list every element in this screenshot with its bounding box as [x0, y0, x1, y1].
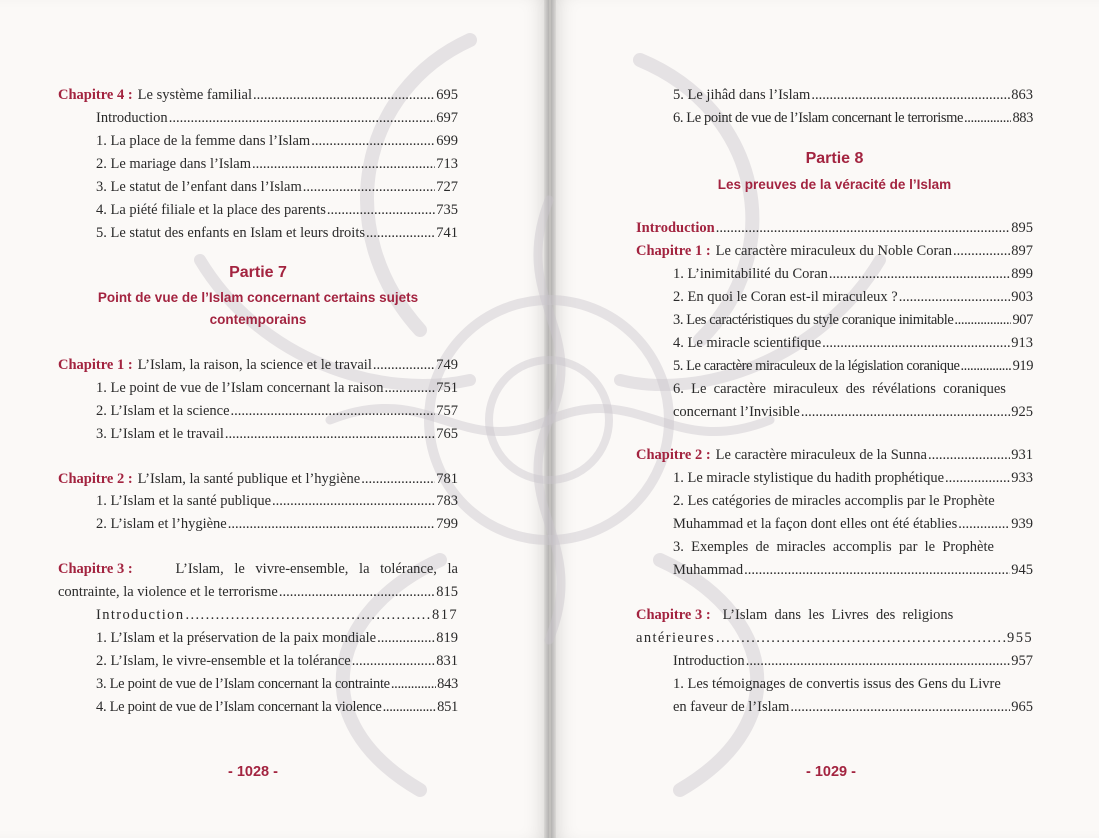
- entry-title: 3. L’Islam et le travail: [96, 426, 224, 442]
- leader-dots: [958, 515, 1010, 533]
- chapter-title: Le système familial: [137, 87, 253, 103]
- toc-entry[interactable]: [96, 379, 458, 397]
- leader-dots: [228, 515, 436, 533]
- entry-title: 2. En quoi le Coran est-il miraculeux ?: [673, 289, 898, 305]
- page-number: 957: [1011, 653, 1033, 669]
- entry-title: 1. Le miracle stylistique du hadith prophétique: [673, 470, 945, 486]
- entry-title: 6. Le point de vue de l’Islam concernant le terrorisme: [673, 110, 964, 126]
- chapter-label: Chapitre 2 :: [636, 447, 711, 463]
- toc-entry-2-line2[interactable]: [673, 515, 1033, 533]
- page-number: 907: [1012, 312, 1033, 328]
- leader-dots: [746, 652, 1011, 670]
- chapter-label: Chapitre 3 :: [58, 561, 133, 577]
- toc-entry[interactable]: [673, 86, 1033, 104]
- page-number: 695: [436, 87, 458, 103]
- entry-title: 3. Le point de vue de l’Islam concernant la contrainte: [96, 676, 390, 692]
- leader-dots: [383, 698, 437, 716]
- toc-entry[interactable]: [673, 109, 1033, 127]
- toc-entry[interactable]: [96, 132, 458, 150]
- toc-entry-3-line1[interactable]: 3. Exemples de miracles accomplis par le Prophète: [673, 539, 994, 555]
- toc-entry[interactable]: [96, 652, 458, 670]
- toc-entry[interactable]: [673, 357, 1033, 375]
- toc-entry[interactable]: [96, 492, 458, 510]
- page-number: 955: [1007, 630, 1033, 646]
- chapter-title: L’Islam, la raison, la science et le travail: [137, 357, 372, 373]
- leader-dots: [899, 288, 1011, 306]
- leader-dots: [384, 379, 435, 397]
- toc-entry[interactable]: [96, 109, 458, 127]
- leader-dots: [716, 219, 1011, 237]
- page-number: 817: [432, 607, 458, 623]
- toc-entry[interactable]: [96, 515, 458, 533]
- page-number: 697: [436, 110, 458, 126]
- toc-entry[interactable]: [96, 155, 458, 173]
- toc-chapter-2[interactable]: [636, 446, 1033, 464]
- page-number: 899: [1011, 266, 1033, 282]
- page-number: 699: [436, 133, 458, 149]
- toc-entry-3-line2[interactable]: [673, 561, 1033, 579]
- page-number: 799: [436, 516, 458, 532]
- leader-dots: [252, 155, 435, 173]
- entry-title: 1. L’Islam et la santé publique: [96, 493, 272, 509]
- entry-title: 4. Le point de vue de l’Islam concernant la violence: [96, 699, 382, 715]
- page-number-right: - 1029 -: [806, 764, 856, 780]
- entry-title: 1. Le point de vue de l’Islam concernant la raison: [96, 380, 384, 396]
- leader-dots: [327, 201, 435, 219]
- leader-dots: [716, 629, 1006, 647]
- leader-dots: [253, 86, 435, 104]
- page-number: 713: [436, 156, 458, 172]
- chapter-label: Chapitre 2 :: [58, 471, 133, 487]
- page-number: 843: [437, 676, 458, 692]
- chapter-title: L’Islam, le vivre-ensemble, la tolérance, la: [175, 561, 458, 577]
- page-number: 741: [436, 225, 458, 241]
- entry-title-continued: concernant l’Invisible: [673, 404, 800, 420]
- leader-dots: [801, 403, 1010, 421]
- leader-dots: [311, 132, 435, 150]
- entry-title: Introduction: [96, 607, 185, 623]
- leader-dots: [744, 561, 1010, 579]
- page-number: 757: [436, 403, 458, 419]
- page-number: 765: [436, 426, 458, 442]
- toc-entry[interactable]: [673, 469, 1033, 487]
- page-number: 815: [436, 584, 458, 600]
- page-number: 727: [436, 179, 458, 195]
- toc-entry[interactable]: [673, 652, 1033, 670]
- page-number: 897: [1011, 243, 1033, 259]
- leader-dots: [953, 242, 1010, 260]
- entry-title: 3. Le statut de l’enfant dans l’Islam: [96, 179, 302, 195]
- page-number-left: - 1028 -: [228, 764, 278, 780]
- leader-dots: [391, 675, 436, 693]
- entry-title: 2. L’Islam et la science: [96, 403, 230, 419]
- toc-entry[interactable]: [673, 334, 1033, 352]
- part-7-subtitle-line1: Point de vue de l’Islam concernant certains sujets: [97, 290, 419, 305]
- toc-chapter-1[interactable]: [58, 356, 458, 374]
- leader-dots: [373, 356, 435, 374]
- leader-dots: [954, 311, 1011, 329]
- entry-title: 1. L’inimitabilité du Coran: [673, 266, 828, 282]
- leader-dots: [961, 357, 1012, 375]
- toc-entry[interactable]: [96, 224, 458, 242]
- toc-entry-6-line2[interactable]: [673, 403, 1033, 421]
- leader-dots: [822, 334, 1010, 352]
- entry-title: Introduction: [673, 653, 745, 669]
- page-number: 925: [1011, 404, 1033, 420]
- page-number: 883: [1012, 110, 1033, 126]
- toc-chapter-1[interactable]: [636, 242, 1033, 260]
- entry-title: 2. L’islam et l’hygiène: [96, 516, 227, 532]
- page-number: 751: [436, 380, 458, 396]
- entry-title: 2. Le mariage dans l’Islam: [96, 156, 252, 172]
- leader-dots: [231, 402, 436, 420]
- leader-dots: [303, 178, 435, 196]
- toc-entry-2-line1[interactable]: 2. Les catégories de miracles accomplis par le Prophète: [673, 493, 995, 509]
- page-number: 851: [437, 699, 458, 715]
- page-number: 863: [1011, 87, 1033, 103]
- entry-title: 2. L’Islam, le vivre-ensemble et la tolérance: [96, 653, 351, 669]
- page-number: 933: [1011, 470, 1033, 486]
- page-number: 735: [436, 202, 458, 218]
- leader-dots: [790, 698, 1010, 716]
- page-number: 939: [1011, 516, 1033, 532]
- page-number: 781: [436, 471, 458, 487]
- chapter-label: Chapitre 3 :: [636, 607, 711, 623]
- page-number: 831: [436, 653, 458, 669]
- entry-title: 3. Les caractéristiques du style coranique inimitable: [673, 312, 954, 328]
- leader-dots: [272, 492, 435, 510]
- toc-chapter-3-line2[interactable]: [58, 583, 458, 601]
- leader-dots: [225, 425, 435, 443]
- entry-title: 1. La place de la femme dans l’Islam: [96, 133, 311, 149]
- toc-entry[interactable]: [673, 288, 1033, 306]
- part-7-title: Partie 7: [229, 264, 287, 281]
- page-number: 819: [436, 630, 458, 646]
- toc-entry[interactable]: [673, 311, 1033, 329]
- leader-dots: [928, 446, 1010, 464]
- toc-entry[interactable]: [96, 675, 458, 693]
- leader-dots: [964, 109, 1011, 127]
- toc-chapter-3-line1[interactable]: [58, 560, 458, 578]
- toc-entry[interactable]: [96, 201, 458, 219]
- page-number: 919: [1012, 358, 1033, 374]
- toc-entry-6-line1[interactable]: 6. Le caractère miraculeux des révélations coraniques: [673, 381, 1006, 397]
- entry-title: 5. Le statut des enfants en Islam et leurs droits: [96, 225, 365, 241]
- page-number: 783: [436, 493, 458, 509]
- page-number: 903: [1011, 289, 1033, 305]
- leader-dots: [811, 86, 1010, 104]
- introduction-label: Introduction: [636, 220, 715, 236]
- leader-dots: [169, 109, 436, 127]
- leader-dots: [352, 652, 436, 670]
- toc-entry[interactable]: [673, 265, 1033, 283]
- chapter-title: L’Islam dans les Livres des religions: [722, 607, 954, 623]
- leader-dots: [185, 606, 431, 624]
- toc-chapter-4[interactable]: [58, 86, 458, 104]
- entry-title-continued: Muhammad: [673, 562, 744, 578]
- leader-dots: [829, 265, 1010, 283]
- toc-entry-1-line1[interactable]: 1. Les témoignages de convertis issus des Gens du Livre: [673, 676, 1001, 692]
- chapter-title-continued: antérieures: [636, 630, 716, 646]
- book-gutter: [544, 0, 556, 838]
- entry-title: 4. La piété filiale et la place des parents: [96, 202, 326, 218]
- toc-entry[interactable]: [96, 425, 458, 443]
- entry-title: Introduction: [96, 110, 168, 126]
- part-8-subtitle: Les preuves de la véracité de l’Islam: [717, 177, 952, 192]
- entry-title: 5. Le caractère miraculeux de la législation coranique: [673, 358, 960, 374]
- page-number: 945: [1011, 562, 1033, 578]
- page-number: 749: [436, 357, 458, 373]
- toc-entry[interactable]: [96, 629, 458, 647]
- entry-title-continued: Muhammad et la façon dont elles ont été établies: [673, 516, 958, 532]
- entry-title: 4. Le miracle scientifique: [673, 335, 822, 351]
- page-number: 965: [1011, 699, 1033, 715]
- page-number: 931: [1011, 447, 1033, 463]
- leader-dots: [945, 469, 1010, 487]
- chapter-title: Le caractère miraculeux du Noble Coran: [715, 243, 952, 259]
- leader-dots: [377, 629, 435, 647]
- toc-entry[interactable]: [96, 698, 458, 716]
- entry-title: 5. Le jihâd dans l’Islam: [673, 87, 811, 103]
- toc-chapter-3-line2[interactable]: [636, 629, 1033, 647]
- chapter-title-continued: contrainte, la violence et le terrorisme: [58, 584, 278, 600]
- part-8-title: Partie 8: [805, 150, 864, 167]
- toc-entry[interactable]: [96, 402, 458, 420]
- page-number: 913: [1011, 335, 1033, 351]
- toc-chapter-3-line1[interactable]: [636, 606, 1033, 624]
- toc-introduction[interactable]: [636, 219, 1033, 237]
- leader-dots: [279, 583, 435, 601]
- toc-entry[interactable]: [96, 606, 458, 624]
- toc-entry-1-line2[interactable]: [673, 698, 1033, 716]
- chapter-title: L’Islam, la santé publique et l’hygiène: [137, 471, 361, 487]
- entry-title-continued: en faveur de l’Islam: [673, 699, 790, 715]
- chapter-label: Chapitre 4 :: [58, 87, 133, 103]
- leader-dots: [361, 470, 435, 488]
- leader-dots: [366, 224, 435, 242]
- page-number: 895: [1011, 220, 1033, 236]
- chapter-label: Chapitre 1 :: [636, 243, 711, 259]
- toc-chapter-2[interactable]: [58, 470, 458, 488]
- chapter-label: Chapitre 1 :: [58, 357, 133, 373]
- part-7-subtitle-line2: contemporains: [209, 312, 307, 327]
- chapter-title: Le caractère miraculeux de la Sunna: [715, 447, 927, 463]
- toc-entry[interactable]: [96, 178, 458, 196]
- entry-title: 1. L’Islam et la préservation de la paix mondiale: [96, 630, 377, 646]
